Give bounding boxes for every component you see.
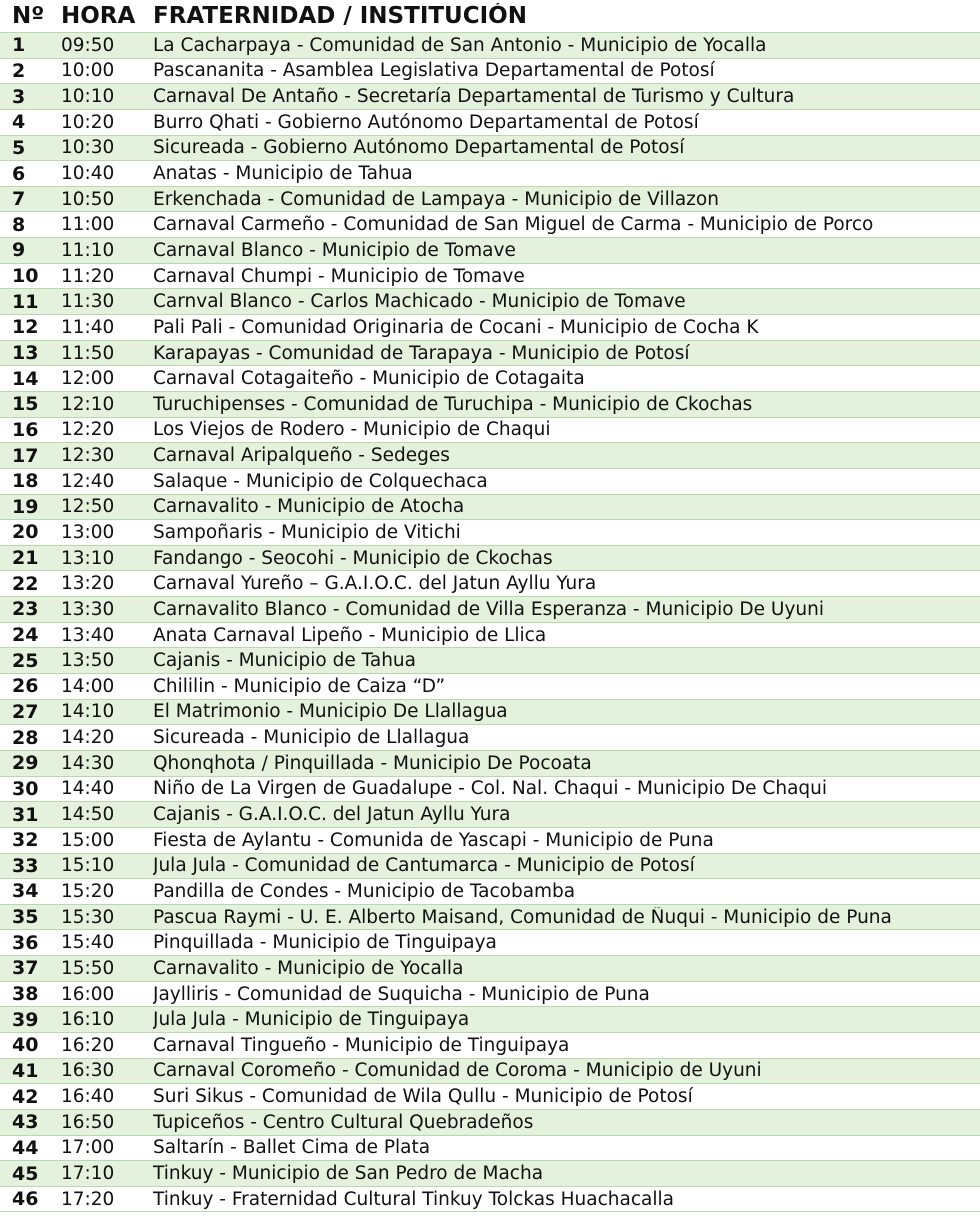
row-time: 14:30	[61, 752, 115, 774]
row-time: 13:50	[61, 650, 115, 672]
row-number: 31	[12, 803, 39, 826]
table-row	[0, 854, 980, 880]
row-time: 14:20	[61, 727, 115, 749]
row-number: 8	[12, 213, 26, 236]
row-time: 16:40	[61, 1086, 115, 1108]
table-row	[0, 1033, 980, 1059]
table-row	[0, 1110, 980, 1136]
row-time: 10:00	[61, 60, 115, 82]
row-institution: Carnaval Chumpi - Municipio de Tomave	[153, 265, 525, 287]
row-institution: Pandilla de Condes - Municipio de Tacobamba	[153, 880, 576, 902]
row-institution: Anatas - Municipio de Tahua	[153, 163, 413, 185]
row-time: 13:30	[61, 598, 115, 620]
table-body	[0, 33, 980, 1212]
row-institution: Carnaval Yureño – G.A.I.O.C. del Jatun Ayllu Yura	[153, 573, 597, 595]
row-time: 13:20	[61, 573, 115, 595]
row-number: 23	[12, 598, 39, 621]
table-row	[0, 1007, 980, 1033]
row-time: 11:40	[61, 316, 115, 338]
table-row	[0, 879, 980, 905]
row-time: 15:40	[61, 932, 115, 954]
row-time: 12:40	[61, 470, 115, 492]
table-row	[0, 238, 980, 264]
row-number: 10	[12, 265, 39, 288]
row-number: 13	[12, 342, 39, 364]
row-number: 39	[12, 1008, 39, 1031]
row-number: 19	[12, 495, 39, 518]
row-time: 15:10	[61, 855, 115, 877]
table-row	[0, 341, 980, 367]
row-time: 16:30	[61, 1060, 115, 1082]
table-row	[0, 930, 980, 956]
row-time: 16:00	[61, 983, 115, 1005]
row-number: 40	[12, 1034, 39, 1057]
row-institution: Tupiceños - Centro Cultural Quebradeños	[153, 1111, 534, 1133]
table-row	[0, 623, 980, 649]
row-time: 10:50	[61, 188, 115, 210]
table-row	[0, 469, 980, 495]
table-row	[0, 495, 980, 521]
table-row	[0, 392, 980, 418]
row-time: 13:10	[61, 547, 115, 569]
table-row	[0, 33, 980, 59]
table-row	[0, 777, 980, 803]
row-number: 16	[12, 418, 39, 441]
row-time: 15:20	[61, 880, 115, 902]
row-time: 09:50	[61, 34, 115, 56]
header-number: Nº	[12, 3, 45, 29]
row-institution: Carnval Blanco - Carlos Machicado - Municipio de Tomave	[153, 291, 686, 313]
row-institution: Cajanis - G.A.I.O.C. del Jatun Ayllu Yura	[153, 804, 511, 826]
row-number: 42	[12, 1085, 39, 1108]
row-institution: Carnaval Carmeño - Comunidad de San Miguel de Carma - Municipio de Porco	[153, 214, 874, 236]
row-institution: Suri Sikus - Comunidad de Wila Qullu - Municipio de Potosí	[153, 1086, 693, 1108]
table-row	[0, 982, 980, 1008]
row-time: 12:00	[61, 368, 115, 390]
row-institution: Carnavalito - Municipio de Yocalla	[153, 957, 464, 979]
row-institution: Cajanis - Municipio de Tahua	[153, 650, 416, 672]
row-number: 21	[12, 547, 39, 570]
row-number: 29	[12, 752, 39, 775]
row-institution: Carnaval Blanco - Municipio de Tomave	[153, 239, 516, 261]
table-row	[0, 905, 980, 931]
table-row	[0, 366, 980, 392]
table-row	[0, 59, 980, 85]
row-number: 15	[12, 393, 39, 416]
row-time: 17:10	[61, 1163, 115, 1184]
table-header	[0, 0, 980, 33]
row-institution: Saltarín - Ballet Cima de Plata	[153, 1137, 431, 1159]
table-row	[0, 1059, 980, 1085]
row-institution: Pascua Raymi - U. E. Alberto Maisand, Comunidad de Ñuqui - Municipio de Puna	[153, 906, 892, 928]
row-number: 3	[12, 85, 26, 108]
row-time: 13:00	[61, 521, 115, 543]
row-institution: Niño de La Virgen de Guadalupe - Col. Nal. Chaqui - Municipio De Chaqui	[153, 778, 828, 800]
row-number: 26	[12, 675, 39, 698]
row-institution: Tinkuy - Municipio de San Pedro de Macha	[153, 1163, 544, 1184]
row-time: 16:50	[61, 1111, 115, 1133]
row-time: 16:20	[61, 1034, 115, 1056]
row-number: 25	[12, 649, 39, 672]
row-number: 1	[12, 34, 26, 57]
row-institution: Carnavalito - Municipio de Atocha	[153, 496, 465, 518]
row-institution: La Cacharpaya - Comunidad de San Antonio - Municipio de Yocalla	[153, 34, 767, 56]
row-time: 14:50	[61, 804, 115, 826]
table-row	[0, 161, 980, 187]
table-row	[0, 546, 980, 572]
table-row	[0, 828, 980, 854]
row-number: 27	[12, 700, 39, 723]
row-institution: Carnaval Aripalqueño - Sedeges	[153, 445, 450, 467]
row-number: 24	[12, 624, 39, 647]
row-time: 12:30	[61, 445, 115, 467]
row-institution: Carnaval Coromeño - Comunidad de Coroma - Municipio de Uyuni	[153, 1060, 762, 1082]
row-institution: Anata Carnaval Lipeño - Municipio de Llica	[153, 624, 547, 646]
row-institution: El Matrimonio - Municipio De Llallagua	[153, 701, 508, 723]
row-institution: Carnavalito Blanco - Comunidad de Villa Esperanza - Municipio De Uyuni	[153, 598, 825, 620]
row-time: 15:30	[61, 906, 115, 928]
row-institution: Sicureada - Municipio de Llallagua	[153, 727, 470, 749]
row-number: 45	[12, 1162, 39, 1185]
row-institution: Pali Pali - Comunidad Originaria de Cocani - Municipio de Cocha K	[153, 316, 759, 338]
table-row	[0, 110, 980, 136]
table-row	[0, 289, 980, 315]
row-number: 37	[12, 957, 39, 980]
row-time: 10:10	[61, 86, 115, 108]
row-institution: Qhonqhota / Pinquillada - Municipio De Pocoata	[153, 752, 592, 774]
row-institution: Turuchipenses - Comunidad de Turuchipa - Municipio de Ckochas	[153, 393, 753, 415]
table-row	[0, 443, 980, 469]
table-row	[0, 674, 980, 700]
row-number: 41	[12, 1059, 39, 1082]
row-time: 14:40	[61, 778, 115, 800]
table-row	[0, 1161, 980, 1187]
table-row	[0, 520, 980, 546]
row-time: 14:10	[61, 701, 115, 723]
table-row	[0, 1187, 980, 1213]
row-institution: Erkenchada - Comunidad de Lampaya - Municipio de Villazon	[153, 188, 719, 210]
row-number: 9	[12, 239, 26, 262]
row-time: 10:30	[61, 137, 115, 159]
row-number: 11	[12, 290, 39, 313]
row-number: 34	[12, 880, 39, 903]
row-time: 12:10	[61, 393, 115, 415]
row-institution: Karapayas - Comunidad de Tarapaya - Municipio de Potosí	[153, 342, 690, 364]
row-time: 11:50	[61, 342, 115, 364]
row-time: 16:10	[61, 1009, 115, 1031]
row-institution: Fandango - Seocohi - Municipio de Ckochas	[153, 547, 553, 569]
table-row	[0, 212, 980, 238]
row-time: 10:40	[61, 163, 115, 185]
row-number: 6	[12, 162, 26, 185]
row-number: 18	[12, 470, 39, 493]
header-institution: FRATERNIDAD / INSTITUCIÓN	[153, 3, 527, 29]
row-time: 15:00	[61, 829, 115, 851]
row-number: 22	[12, 572, 39, 595]
table-row	[0, 1084, 980, 1110]
row-number: 35	[12, 906, 39, 929]
row-number: 5	[12, 136, 26, 159]
row-institution: Chililin - Municipio de Caiza “D”	[153, 675, 446, 697]
row-time: 10:20	[61, 111, 115, 133]
table-row	[0, 725, 980, 751]
row-institution: Pinquillada - Municipio de Tinguipaya	[153, 932, 497, 954]
table-row	[0, 956, 980, 982]
table-row	[0, 187, 980, 213]
table-row	[0, 418, 980, 444]
row-institution: Los Viejos de Rodero - Municipio de Chaqui	[153, 419, 551, 441]
row-number: 32	[12, 829, 39, 852]
row-number: 43	[12, 1111, 39, 1134]
row-number: 2	[12, 59, 26, 82]
header-time: HORA	[61, 3, 136, 29]
row-institution: Pascananita - Asamblea Legislativa Departamental de Potosí	[153, 60, 715, 82]
table-row	[0, 1136, 980, 1162]
table-row	[0, 700, 980, 726]
table-row	[0, 648, 980, 674]
row-institution: Fiesta de Aylantu - Comunida de Yascapi - Municipio de Puna	[153, 829, 714, 851]
row-number: 28	[12, 726, 39, 749]
row-time: 11:00	[61, 214, 115, 236]
table-row	[0, 802, 980, 828]
row-number: 7	[12, 188, 26, 211]
row-time: 17:20	[61, 1188, 115, 1210]
table-row	[0, 751, 980, 777]
row-number: 44	[12, 1136, 39, 1159]
row-time: 11:10	[61, 239, 115, 261]
table-row	[0, 315, 980, 341]
table-row	[0, 264, 980, 290]
row-institution: Burro Qhati - Gobierno Autónomo Departamental de Potosí	[153, 111, 699, 133]
row-number: 20	[12, 521, 39, 544]
row-institution: Carnaval Tingueño - Municipio de Tinguipaya	[153, 1034, 570, 1056]
row-institution: Sicureada - Gobierno Autónomo Departamental de Potosí	[153, 137, 685, 159]
row-institution: Jula Jula - Municipio de Tinguipaya	[153, 1009, 470, 1031]
row-institution: Carnaval Cotagaiteño - Municipio de Cotagaita	[153, 368, 585, 390]
row-time: 11:30	[61, 291, 115, 313]
row-institution: Jula Jula - Comunidad de Cantumarca - Municipio de Potosí	[153, 855, 695, 877]
row-institution: Sampoñaris - Municipio de Vitichi	[153, 521, 461, 543]
row-number: 30	[12, 777, 39, 800]
table-row	[0, 597, 980, 623]
row-institution: Tinkuy - Fraternidad Cultural Tinkuy Tolckas Huachacalla	[153, 1188, 674, 1210]
row-time: 17:00	[61, 1137, 115, 1159]
row-number: 36	[12, 931, 39, 954]
row-number: 33	[12, 854, 39, 877]
row-number: 4	[12, 111, 26, 134]
row-number: 17	[12, 444, 39, 467]
row-number: 38	[12, 983, 39, 1006]
row-time: 12:20	[61, 419, 115, 441]
table-row	[0, 136, 980, 162]
row-number: 12	[12, 316, 39, 339]
row-time: 13:40	[61, 624, 115, 646]
row-time: 11:20	[61, 265, 115, 287]
row-time: 14:00	[61, 675, 115, 697]
row-time: 15:50	[61, 957, 115, 979]
row-number: 46	[12, 1188, 39, 1211]
row-number: 14	[12, 367, 39, 390]
table-row	[0, 84, 980, 110]
row-institution: Carnaval De Antaño - Secretaría Departamental de Turismo y Cultura	[153, 86, 795, 108]
row-institution: Salaque - Municipio de Colquechaca	[153, 470, 488, 492]
row-institution: Jaylliris - Comunidad de Suquicha - Municipio de Puna	[153, 983, 650, 1005]
table-row	[0, 571, 980, 597]
row-time: 12:50	[61, 496, 115, 518]
